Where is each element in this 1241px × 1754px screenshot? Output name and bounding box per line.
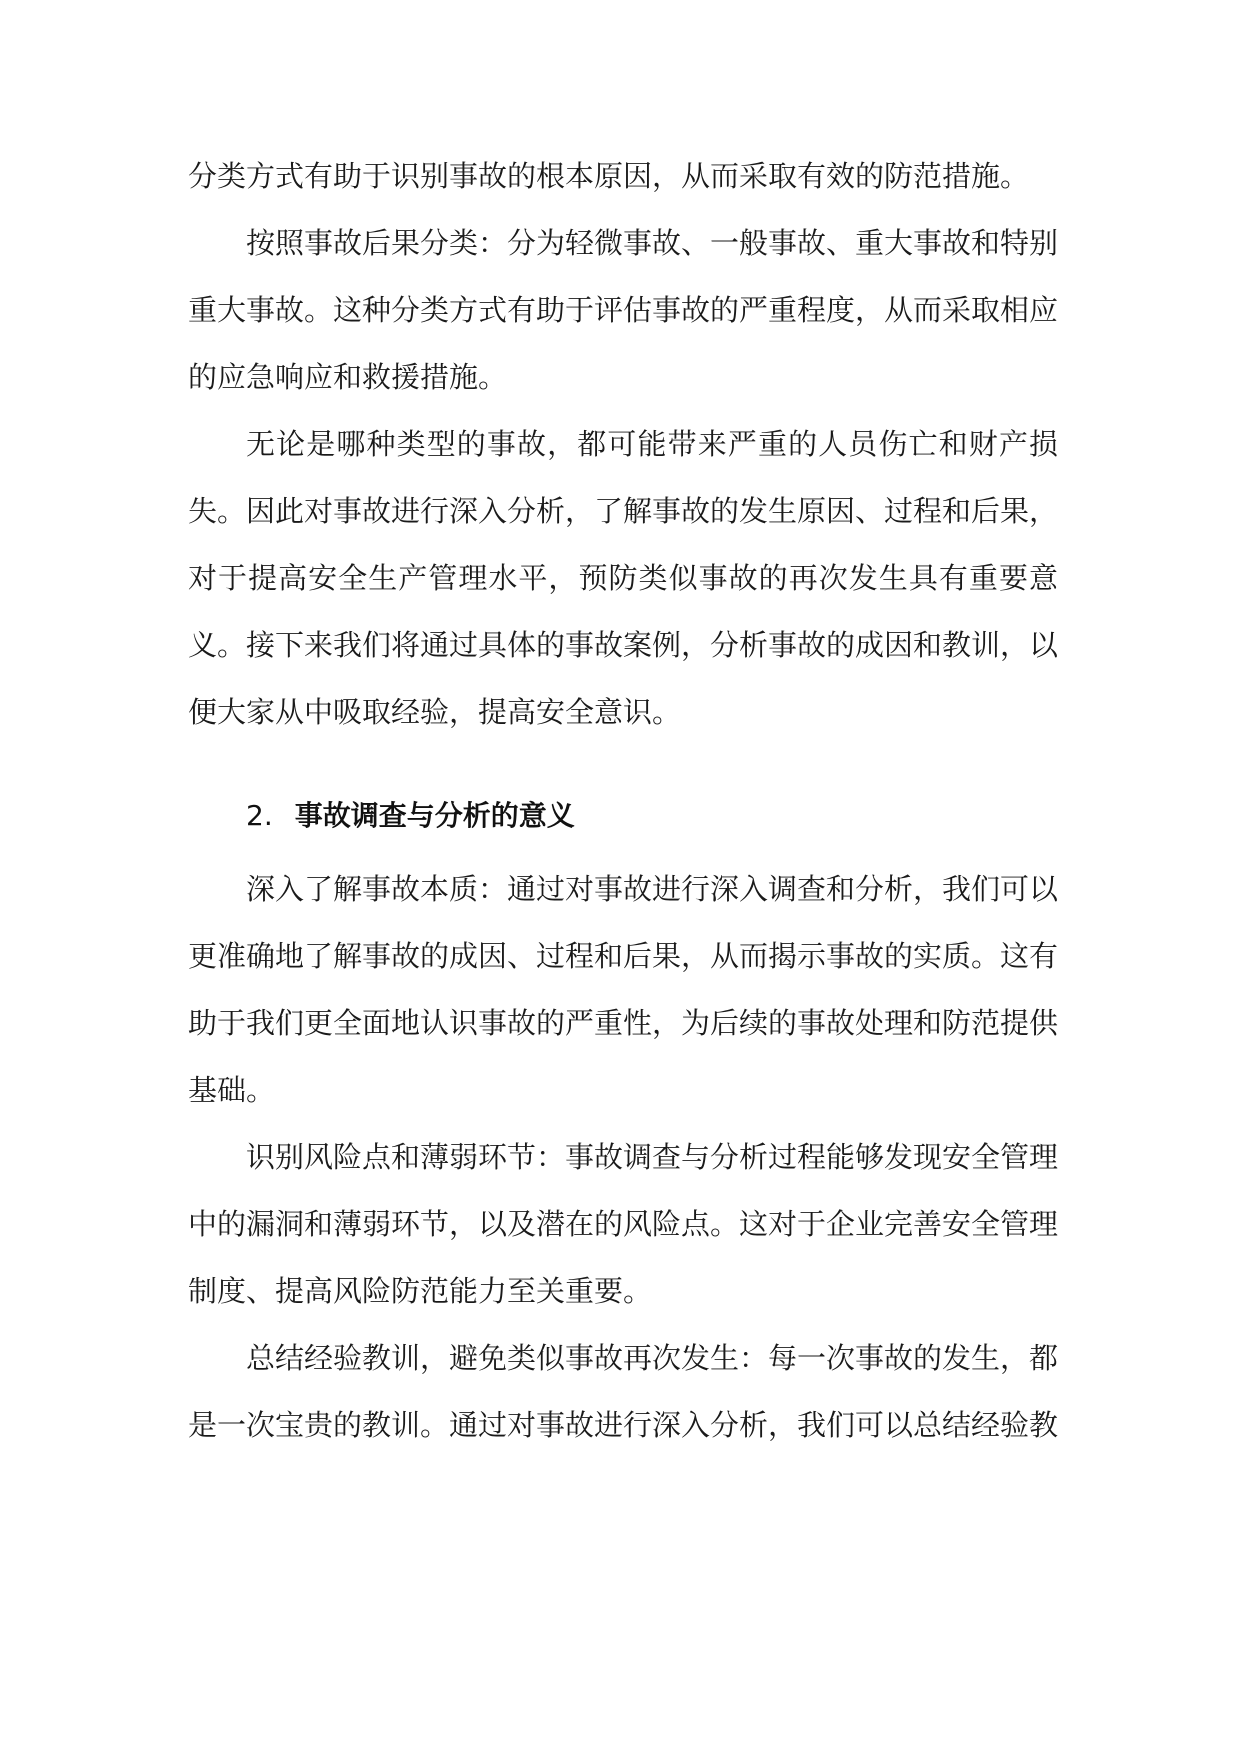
section-number: 2. [246, 799, 273, 832]
paragraph-understand-nature: 深入了解事故本质：通过对事故进行深入调查和分析，我们可以更准确地了解事故的成因、过程和后果，从而揭示事故的实质。这有助于我们更全面地认识事故的严重性，为后续的事故处理和防范提供基础。 [188, 872, 1059, 1107]
document-body [188, 143, 1058, 1459]
section-heading [188, 776, 1058, 856]
paragraph-identify-risks: 识别风险点和薄弱环节：事故调查与分析过程能够发现安全管理中的漏洞和薄弱环节，以及潜在的风险点。这对于企业完善安全管理制度、提高风险防范能力至关重要。 [188, 1140, 1059, 1308]
paragraph-accident-impact: 无论是哪种类型的事故，都可能带来严重的人员伤亡和财产损失。因此对事故进行深入分析，了解事故的发生原因、过程和后果，对于提高安全生产管理水平，预防类似事故的再次发生具有重要意义。接下来我们将通过具体的事故案例，分析事故的成因和教训，以便大家从中吸取经验，提高安全意识。 [188, 427, 1059, 729]
section-title: 事故调查与分析的意义 [294, 799, 575, 832]
paragraph-lessons-learned: 总结经验教训，避免类似事故再次发生：每一次事故的发生，都是一次宝贵的教训。通过对事故进行深入分析，我们可以总结经验教 [188, 1341, 1059, 1442]
paragraph-consequence-classification: 按照事故后果分类：分为轻微事故、一般事故、重大事故和特别重大事故。这种分类方式有助于评估事故的严重程度，从而采取相应的应急响应和救援措施。 [188, 226, 1059, 394]
paragraph-continuation: 分类方式有助于识别事故的根本原因，从而采取有效的防范措施。 [188, 159, 1030, 193]
